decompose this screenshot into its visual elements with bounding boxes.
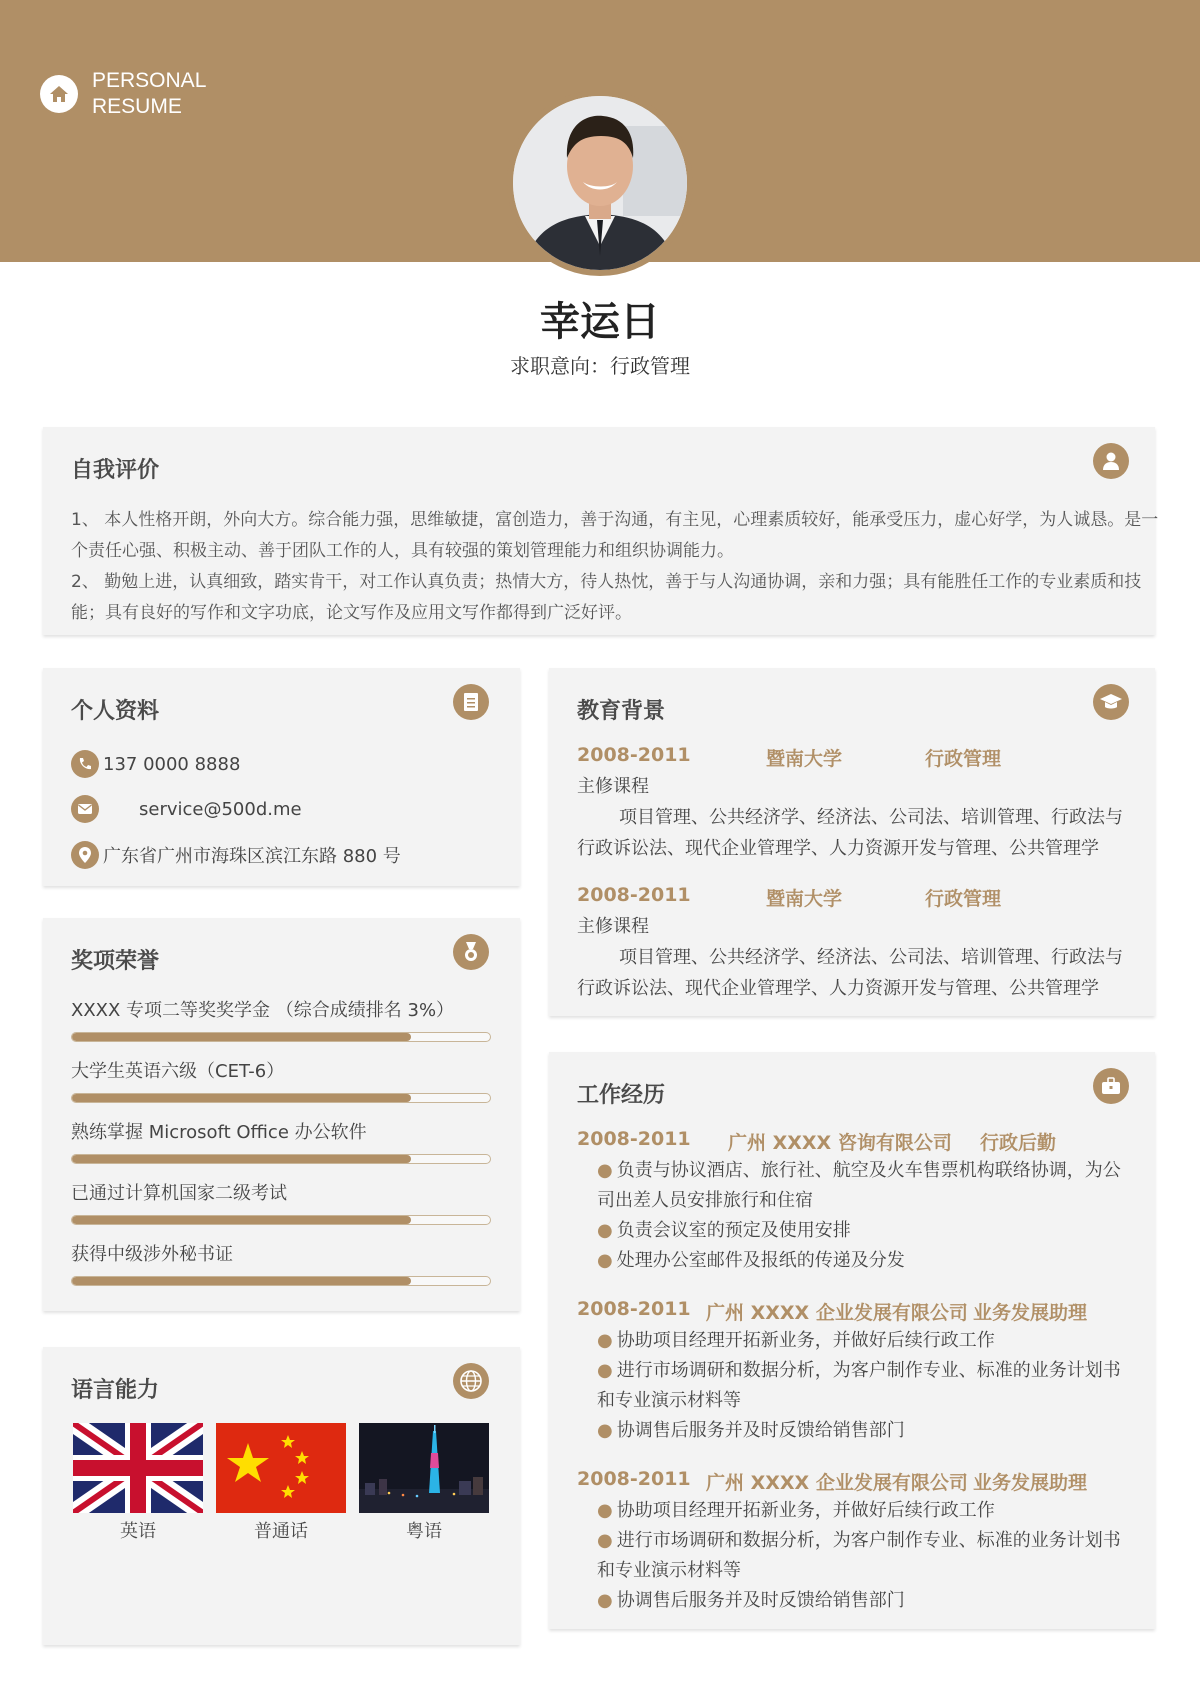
work-role: 业务发展助理	[973, 1472, 1088, 1494]
award-item	[71, 1057, 491, 1103]
work-company: 广州 XXXX 企业发展有限公司	[706, 1302, 968, 1324]
work-bullet: ● 负责与协议酒店、旅行社、航空及火车售票机构联络协调，为公司出差人员安排旅行和住宿	[597, 1160, 1121, 1211]
award-bar	[71, 1215, 491, 1225]
edu-school: 暨南大学	[766, 748, 843, 770]
languages-card	[43, 1347, 520, 1645]
work-title: 工作经历	[577, 1083, 666, 1108]
personal-info-title: 个人资料	[71, 699, 160, 724]
edu-date: 2008-2011	[577, 884, 691, 906]
work-bullet: ● 协调售后服务并及时反馈给销售部门	[597, 1590, 905, 1611]
work-bullet: ● 进行市场调研和数据分析，为客户制作专业、标准的业务计划书和专业演示材料等	[597, 1360, 1121, 1411]
award-item	[71, 1118, 491, 1164]
globe-icon	[453, 1363, 489, 1399]
profile-photo	[507, 90, 693, 276]
award-bar	[71, 1032, 491, 1042]
edu-major: 行政管理	[925, 888, 1002, 910]
award-label: 大学生英语六级（CET-6）	[71, 1061, 285, 1082]
award-label: 熟练掌握 Microsoft Office 办公软件	[71, 1122, 367, 1143]
work-bullet: ● 处理办公室邮件及报纸的传递及分发	[597, 1250, 905, 1271]
location-pin-icon	[71, 841, 99, 869]
work-card	[549, 1052, 1155, 1629]
edu-courses: 项目管理、公共经济学、经济法、公司法、培训管理、行政法与行政诉讼法、现代企业管理学、人力资源开发与管理、公共管理学	[577, 807, 1123, 859]
uk-flag	[73, 1423, 203, 1513]
document-icon	[453, 684, 489, 720]
language-label: 粤语	[406, 1521, 442, 1542]
edu-school: 暨南大学	[766, 888, 843, 910]
address-text: 广东省广州市海珠区滨江东路 880 号	[103, 846, 401, 867]
work-bullet: ● 负责会议室的预定及使用安排	[597, 1220, 851, 1241]
graduation-cap-icon	[1093, 684, 1129, 720]
award-bar	[71, 1093, 491, 1103]
work-bullet: ● 协助项目经理开拓新业务，并做好后续行政工作	[597, 1500, 995, 1521]
award-bar-fill	[72, 1216, 411, 1224]
awards-card	[43, 918, 520, 1311]
phone-row	[71, 750, 240, 778]
job-intent: 求职意向：行政管理	[510, 354, 690, 378]
language-label: 英语	[120, 1521, 156, 1542]
education-card	[549, 668, 1155, 1016]
work-date: 2008-2011	[577, 1468, 691, 1490]
phone-icon	[71, 750, 99, 778]
work-bullet: ● 进行市场调研和数据分析，为客户制作专业、标准的业务计划书和专业演示材料等	[597, 1530, 1121, 1581]
award-bar-fill	[72, 1155, 411, 1163]
logo-line1: PERSONAL	[92, 69, 207, 92]
awards-title: 奖项荣誉	[71, 949, 160, 974]
address-row	[71, 841, 401, 869]
china-flag	[216, 1423, 346, 1513]
award-bar-fill	[72, 1277, 411, 1285]
email-row	[71, 795, 302, 823]
work-bullet: ● 协调售后服务并及时反馈给销售部门	[597, 1420, 905, 1441]
candidate-name: 幸运日	[540, 299, 660, 345]
canton-tower-photo	[359, 1423, 489, 1513]
work-company: 广州 XXXX 企业发展有限公司	[706, 1472, 968, 1494]
award-label: 已通过计算机国家二级考试	[71, 1183, 287, 1204]
logo-line2: RESUME	[92, 95, 182, 118]
work-date: 2008-2011	[577, 1128, 691, 1150]
edu-date: 2008-2011	[577, 744, 691, 766]
briefcase-icon	[1093, 1068, 1129, 1104]
education-title: 教育背景	[577, 699, 666, 724]
personal-info-card	[43, 668, 520, 886]
self-eval-card	[43, 427, 1159, 635]
language-label: 普通话	[254, 1521, 308, 1542]
award-label: XXXX 专项二等奖奖学金 （综合成绩排名 3%）	[71, 1000, 455, 1021]
award-label: 获得中级涉外秘书证	[71, 1244, 233, 1265]
edu-courses: 项目管理、公共经济学、经济法、公司法、培训管理、行政法与行政诉讼法、现代企业管理学、人力资源开发与管理、公共管理学	[577, 947, 1123, 999]
award-bar	[71, 1154, 491, 1164]
award-bar-fill	[72, 1033, 411, 1041]
mail-icon	[71, 795, 99, 823]
work-company: 广州 XXXX 咨询有限公司	[728, 1132, 952, 1154]
home-icon	[40, 75, 78, 113]
resume-logo	[40, 68, 206, 120]
award-item	[71, 1179, 491, 1225]
email-address: service@500d.me	[139, 798, 302, 820]
phone-number: 137 0000 8888	[103, 753, 241, 775]
work-date: 2008-2011	[577, 1298, 691, 1320]
edu-course-label: 主修课程	[577, 916, 649, 937]
user-icon	[1093, 443, 1129, 479]
edu-course-label: 主修课程	[577, 776, 649, 797]
work-bullet: ● 协助项目经理开拓新业务，并做好后续行政工作	[597, 1330, 995, 1351]
work-role: 业务发展助理	[973, 1302, 1088, 1324]
award-item	[71, 1240, 491, 1286]
work-role: 行政后勤	[980, 1132, 1057, 1154]
languages-title: 语言能力	[71, 1378, 160, 1403]
self-eval-paragraph-2: 2、 勤勉上进，认真细致，踏实肯干，对工作认真负责；热情大方，待人热忱，善于与人沟通协调，亲和力强；具有能胜任工作的专业素质和技能；具有良好的写作和文字功底，论文写作及应用文写作都得到广泛好评。	[71, 572, 1142, 623]
self-eval-title: 自我评价	[71, 458, 160, 483]
award-item	[71, 996, 491, 1042]
award-bar	[71, 1276, 491, 1286]
edu-major: 行政管理	[925, 748, 1002, 770]
self-eval-paragraph-1: 1、 本人性格开朗，外向大方。综合能力强，思维敏捷，富创造力，善于沟通，有主见，心理素质较好，能承受压力，虚心好学，为人诚恳。是一个责任心强、积极主动、善于团队工作的人，具有较强的策划管理能力和组织协调能力。	[71, 510, 1159, 561]
award-bar-fill	[72, 1094, 411, 1102]
medal-icon	[453, 934, 489, 970]
